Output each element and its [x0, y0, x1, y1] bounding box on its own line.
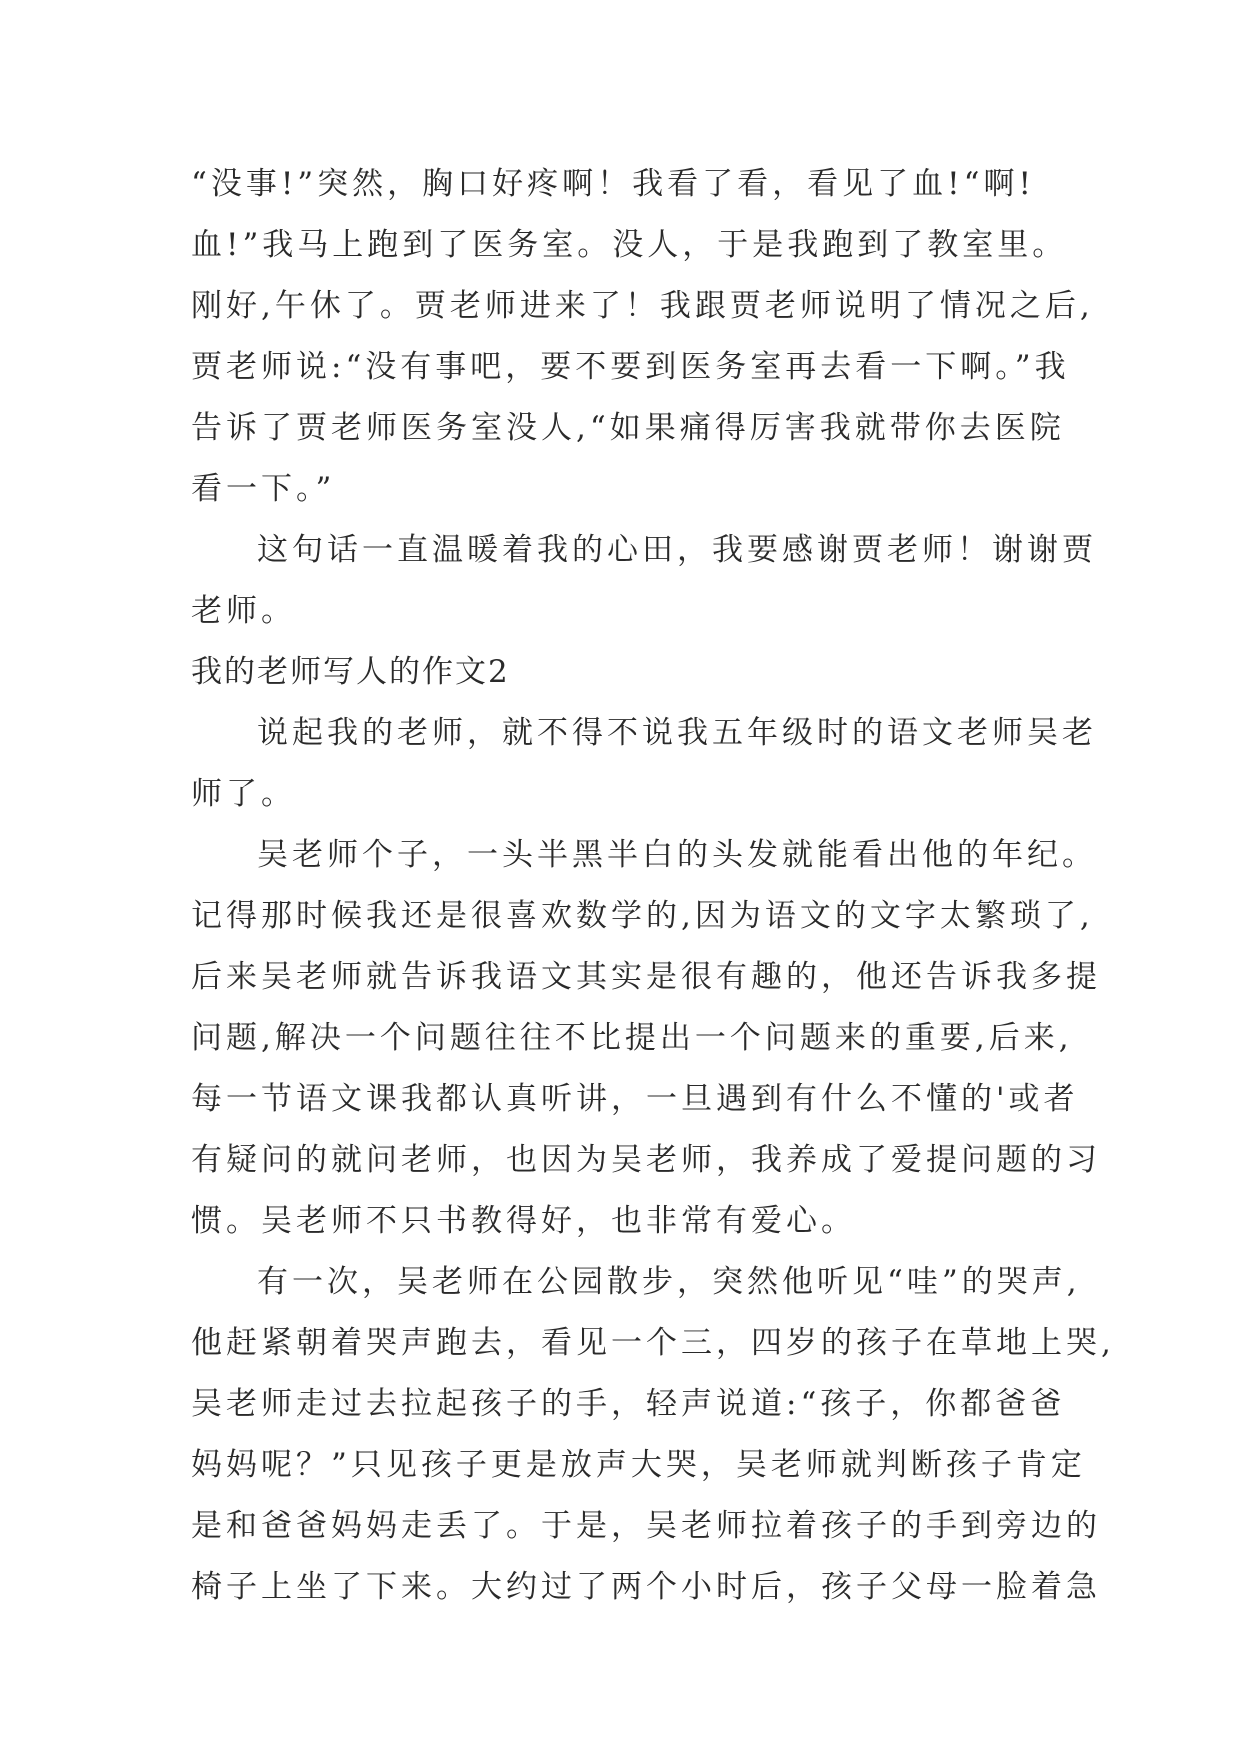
paragraph-start-line: 说起我的老师，就不得不说我五年级时的语文老师吴老	[257, 715, 1097, 751]
text-line: 师了。	[191, 776, 296, 812]
text-line: 老师。	[191, 593, 296, 629]
text-line: 贾老师说:“没有事吧，要不要到医务室再去看一下啊。”我	[191, 349, 1070, 385]
text-line: 看一下。”	[191, 471, 336, 507]
text-line: 有疑问的就问老师，也因为吴老师，我养成了爱提问题的习	[191, 1142, 1101, 1178]
text-line: 惯。吴老师不只书教得好，也非常有爱心。	[191, 1203, 856, 1239]
paragraph-start-line: 这句话一直温暖着我的心田，我要感谢贾老师！谢谢贾	[257, 532, 1097, 568]
text-line: 每一节语文课我都认真听讲，一旦遇到有什么不懂的'或者	[191, 1081, 1079, 1117]
document-body	[191, 154, 1115, 1618]
text-line: 问题,解决一个问题往往不比提出一个问题来的重要,后来,	[191, 1020, 1073, 1056]
text-line: “没事!”突然，胸口好疼啊！我看了看，看见了血!“啊!	[191, 166, 1035, 202]
text-line: 告诉了贾老师医务室没人,“如果痛得厉害我就带你去医院	[191, 410, 1065, 446]
text-line: 后来吴老师就告诉我语文其实是很有趣的，他还告诉我多提	[191, 959, 1101, 995]
paragraph-start-line: 有一次，吴老师在公园散步，突然他听见“哇”的哭声,	[257, 1264, 1081, 1300]
text-line: 是和爸爸妈妈走丢了。于是，吴老师拉着孩子的手到旁边的	[191, 1508, 1101, 1544]
text-line: 他赶紧朝着哭声跑去，看见一个三，四岁的孩子在草地上哭,	[191, 1325, 1115, 1361]
text-line: 吴老师走过去拉起孩子的手，轻声说道:“孩子，你都爸爸	[191, 1386, 1066, 1422]
text-line: 记得那时候我还是很喜欢数学的,因为语文的文字太繁琐了,	[191, 898, 1094, 934]
paragraph-start-line: 吴老师个子，一头半黑半白的头发就能看出他的年纪。	[257, 837, 1097, 873]
text-line: 椅子上坐了下来。大约过了两个小时后，孩子父母一脸着急	[191, 1569, 1101, 1605]
text-line: 血!”我马上跑到了医务室。没人，于是我跑到了教室里。	[191, 227, 1068, 263]
text-line: 刚好,午休了。贾老师进来了！我跟贾老师说明了情况之后,	[191, 288, 1094, 324]
section-heading: 我的老师写人的作文2	[191, 654, 510, 690]
text-line: 妈妈呢？”只见孩子更是放声大哭，吴老师就判断孩子肯定	[191, 1447, 1086, 1483]
